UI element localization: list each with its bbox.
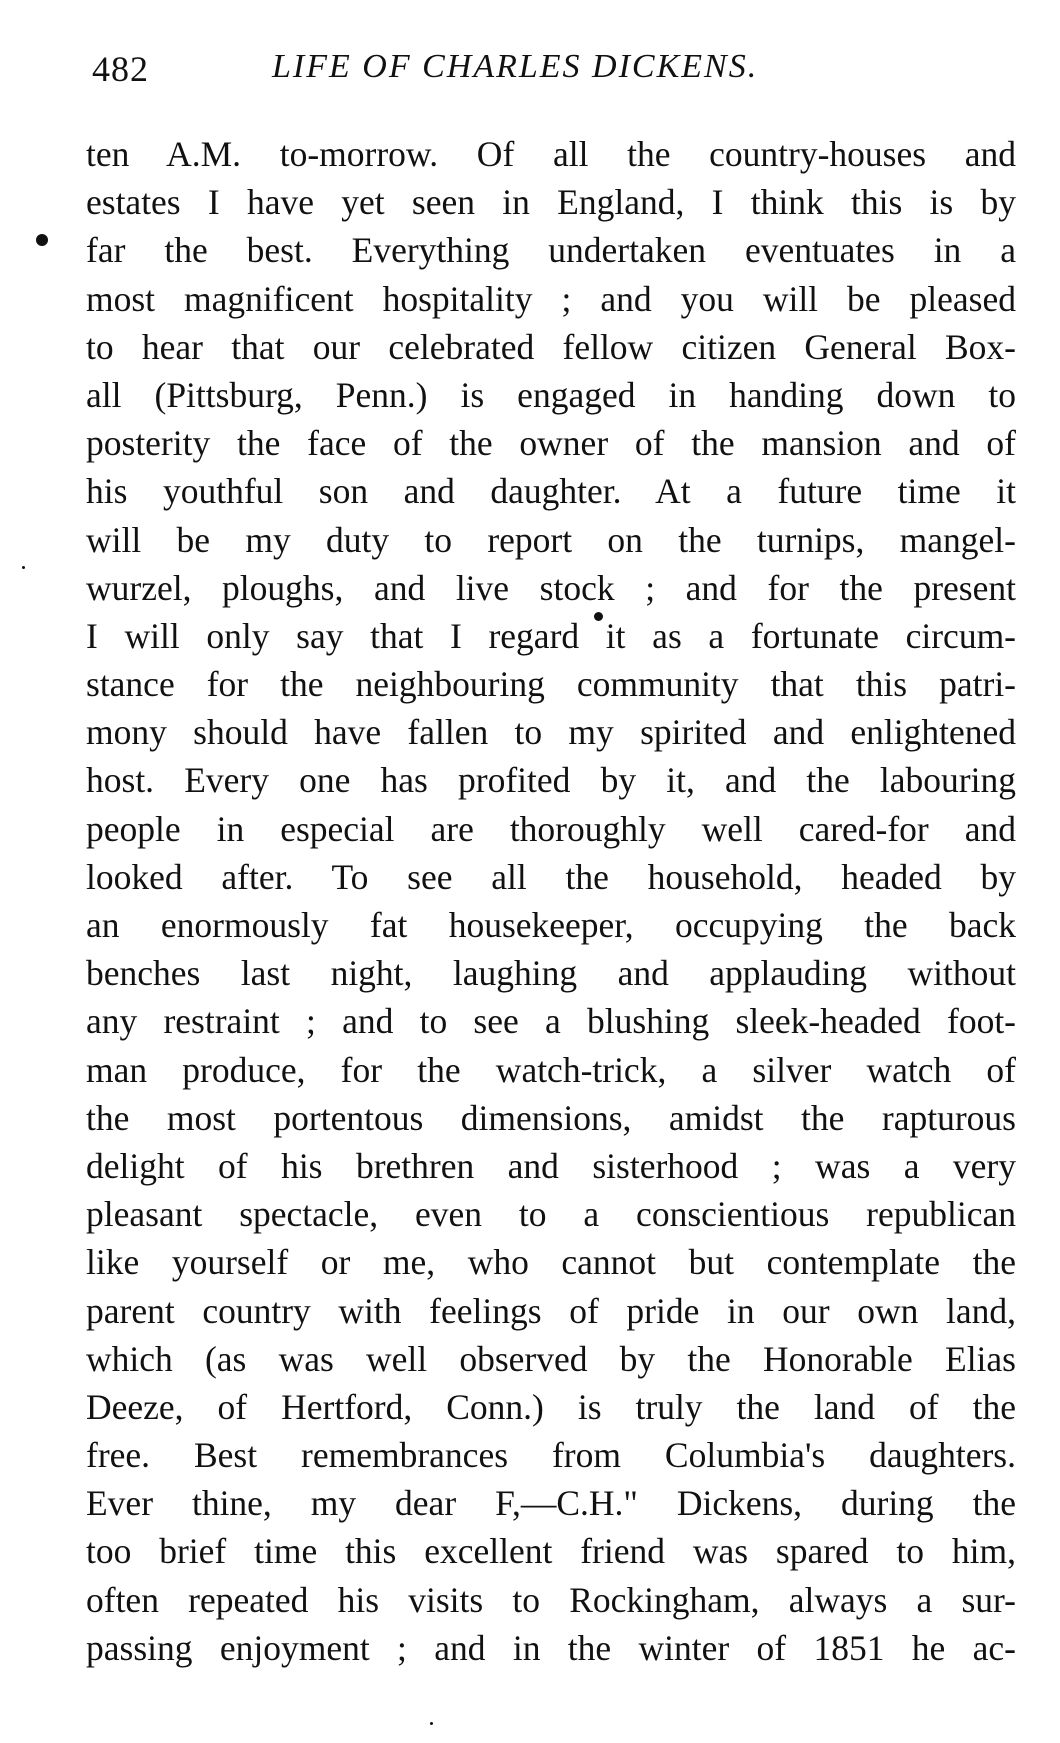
ink-dot-mark: [22, 566, 25, 569]
text-line: stance for the neighbouring community that this patri-: [86, 664, 1016, 705]
text-line: delight of his brethren and sisterhood ; was a very: [86, 1145, 1016, 1186]
text-line: will be my duty to report on the turnips, mangel-: [86, 519, 1016, 560]
text-line: estates I have yet seen in England, I think this is by: [86, 182, 1016, 223]
text-line: I will only say that I regard it as a fortunate circum-: [86, 615, 1016, 656]
text-line: benches last night, laughing and applauding without: [86, 953, 1016, 994]
text-line: ten A.M. to-morrow. Of all the country-houses and: [86, 134, 1016, 174]
text-line: people in especial are thoroughly well cared-for and: [86, 808, 1016, 849]
text-line: Deeze, of Hertford, Conn.) is truly the land of the: [86, 1386, 1016, 1427]
page-header: [92, 40, 1012, 100]
text-line: mony should have fallen to my spirited and enlightened: [86, 712, 1016, 753]
text-line: wurzel, ploughs, and live stock ; and for the present: [86, 567, 1016, 608]
text-line: far the best. Everything undertaken eventuates in a: [86, 230, 1016, 271]
page-number: 482: [92, 49, 149, 89]
ink-dot-mark: [36, 234, 48, 246]
text-line: an enormously fat housekeeper, occupying the back: [86, 905, 1016, 945]
text-line: like yourself or me, who cannot but contemplate the: [86, 1242, 1016, 1283]
text-line: often repeated his visits to Rockingham, always a sur-: [86, 1579, 1016, 1620]
text-line: Ever thine, my dear F,—C.H." Dickens, during the: [86, 1483, 1016, 1524]
text-line: looked after. To see all the household, headed by: [86, 856, 1016, 897]
text-line: most magnificent hospitality ; and you will be pleased: [86, 278, 1016, 319]
running-head: LIFE OF CHARLES DICKENS.: [272, 48, 759, 85]
ink-dot-mark: [430, 1722, 433, 1725]
text-line: any restraint ; and to see a blushing sleek-headed foot-: [86, 1001, 1016, 1042]
text-line: all (Pittsburg, Penn.) is engaged in handing down to: [86, 374, 1016, 415]
text-line: to hear that our celebrated fellow citizen General Box-: [86, 326, 1016, 367]
body-text: [86, 130, 1016, 1672]
text-line: posterity the face of the owner of the mansion and of: [86, 423, 1016, 464]
text-line: pleasant spectacle, even to a conscientious republican: [86, 1194, 1016, 1235]
text-line: free. Best remembrances from Columbia's daughters.: [86, 1435, 1016, 1476]
text-line: man produce, for the watch-trick, a silver watch of: [86, 1049, 1016, 1090]
text-line: host. Every one has profited by it, and the labouring: [86, 760, 1016, 801]
text-line: which (as was well observed by the Honorable Elias: [86, 1338, 1016, 1379]
text-line: parent country with feelings of pride in our own land,: [86, 1290, 1016, 1331]
text-line: too brief time this excellent friend was spared to him,: [86, 1531, 1016, 1572]
text-line: the most portentous dimensions, amidst the rapturous: [86, 1097, 1016, 1138]
text-line: his youthful son and daughter. At a future time it: [86, 471, 1016, 512]
text-line: passing enjoyment ; and in the winter of 1851 he ac-: [86, 1627, 1016, 1668]
